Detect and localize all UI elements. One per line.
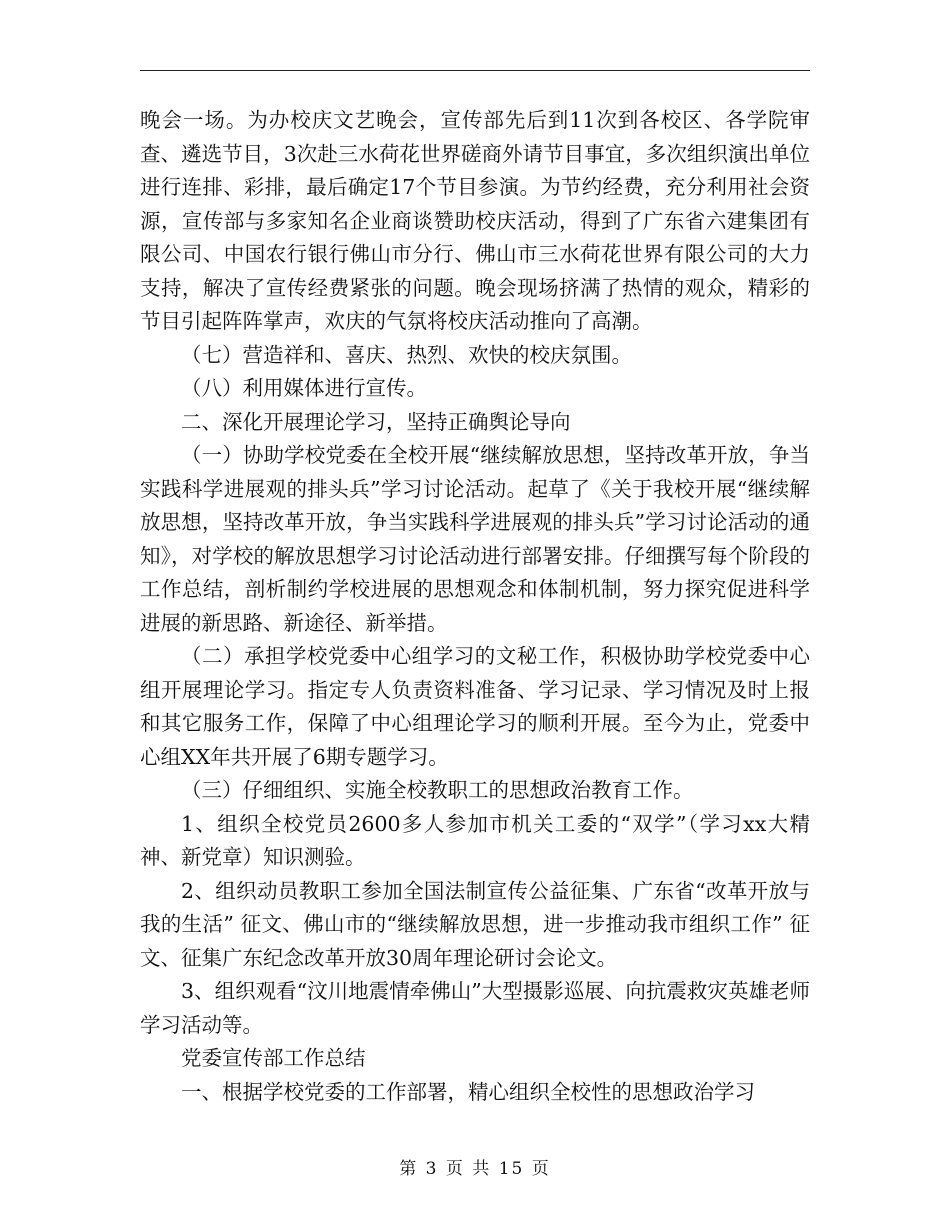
- paragraph: （一）协助学校党委在全校开展“继续解放思想，坚持改革开放，争当实践科学进展观的排头兵”学习讨论活动。起草了《关于我校开展“继续解放思想，坚持改革开放，争当实践科学进展观的排头兵”学习讨论活动的通知》，对学校的解放思想学习讨论活动进行部署安排。仔细撰写每个阶段的工作总结，剖析制约学校进展的思想观念和体制机制，努力探究促进科学进展的新思路、新途径、新举措。: [140, 443, 810, 635]
- paragraph: （三）仔细组织、实施全校教职工的思想政治教育工作。: [181, 778, 694, 802]
- list-item: 1、组织全校党员2600多人参加市机关工委的“双学”（学习xx大精神、新党章）知识测验。: [140, 811, 810, 869]
- paragraph: （二）承担学校党委中心组学习的文秘工作，积极协助学校党委中心组开展理论学习。指定专人负责资料准备、学习记录、学习情况及时上报和其它服务工作，保障了中心组理论学习的顺利开展。至今为止，党委中心组XX年共开展了6期专题学习。: [140, 644, 810, 769]
- page-number: 第 3 页 共 15 页: [399, 1159, 551, 1179]
- header-rule: [140, 70, 810, 71]
- list-item: 2、组织动员教职工参加全国法制宣传公益征集、广东省“改革开放与我的生活” 征文、佛山市的“继续解放思想，进一步推动我市组织工作” 征文、征集广东纪念改革开放30周年理论研讨会论文。: [140, 878, 810, 970]
- section-heading: 二、深化开展理论学习，坚持正确舆论导向: [181, 409, 571, 434]
- paragraph: （七）营造祥和、喜庆、热烈、欢快的校庆氛围。: [181, 342, 632, 367]
- paragraph: （八）利用媒体进行宣传。: [181, 376, 427, 400]
- document-body: [140, 104, 810, 1109]
- paragraph: 晚会一场。为办校庆文艺晚会，宣传部先后到11次到各校区、各学院审查、遴选节目，3次赴三水荷花世界磋商外请节目事宜，多次组织演出单位进行连排、彩排，最后确定17个节目参演。为节约经费，充分利用社会资源，宣传部与多家知名企业商谈赞助校庆活动，得到了广东省六建集团有限公司、中国农行银行佛山市分行、佛山市三水荷花世界有限公司的大力支持，解决了宣传经费紧张的问题。晚会现场挤满了热情的观众，精彩的节目引起阵阵掌声，欢庆的气氛将校庆活动推向了高潮。: [140, 108, 810, 333]
- list-item: 3、组织观看“汶川地震情牵佛山”大型摄影巡展、向抗震救灾英雄老师学习活动等。: [140, 979, 810, 1037]
- document-title: 党委宣传部工作总结: [181, 1046, 366, 1070]
- section-heading: 一、根据学校党委的工作部署，精心组织全校性的思想政治学习: [181, 1079, 755, 1104]
